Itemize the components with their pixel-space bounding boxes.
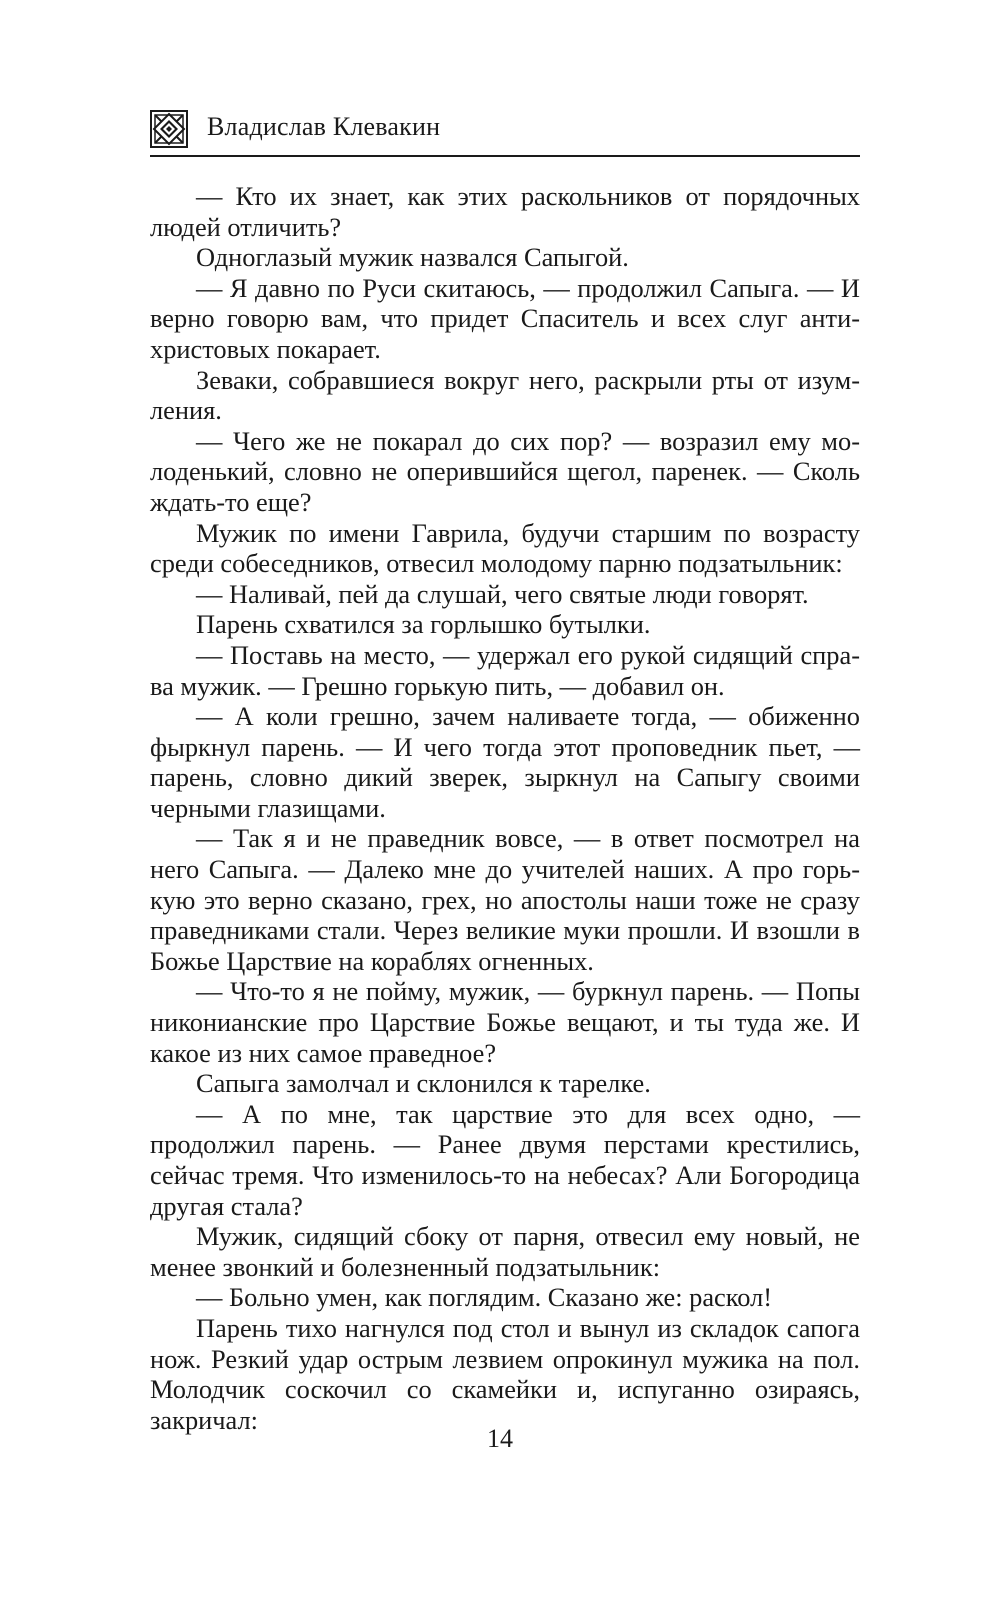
paragraph: Сапыга замолчал и склонился к тарелке. [196,1068,651,1099]
header-rule [150,155,860,157]
paragraph: Мужик, сидящий сбоку от парня, отвесил ему новый, не менее звонкий и болезненный подзатыльник: [150,1221,860,1282]
body-text [150,181,860,1435]
paragraph: — Чего же не покарал до сих пор? — возразил ему молоденький, словно не оперившийся щегол, паренек. — Сколь ждать-то еще? [150,425,860,517]
author-name: Владислав Клевакин [207,112,441,141]
page-number: 14 [487,1424,513,1453]
paragraph: — Я давно по Руси скитаюсь, — продолжил Сапыга. — И верно говорю вам, что придет Спаситель и всех слуг антихристовых покарает. [150,272,860,364]
paragraph: — Поставь на место, — удержал его рукой сидящий справа мужик. — Грешно горькую пить, — добавил он. [150,639,860,701]
paragraph: — Что-то я не пойму, мужик, — буркнул парень. — Попы никонианские про Царствие Божье вещают, и ты туда же. И какое из них самое праведное? [150,976,860,1068]
paragraph: — Кто их знает, как этих раскольников от порядочных людей отличить? [150,181,860,242]
paragraph: Одноглазый мужик назвался Сапыгой. [196,242,629,273]
paragraph: Парень тихо нагнулся под стол и вынул из складок сапога нож. Резкий удар острым лезвием опрокинул мужика на пол. Молодчик соскочил со скамейки и, испуганно озираясь, закричал: [150,1312,860,1435]
paragraph: Зеваки, собравшиеся вокруг него, раскрыли рты от изумления. [150,364,860,426]
running-header [150,104,860,156]
paragraph: Парень схватился за горлышко бутылки. [196,609,651,640]
paragraph: — А коли грешно, зачем наливаете тогда, — обиженно фыркнул парень. — И чего тогда этот проповедник пьет, — парень, словно дикий зверек, зыркнул на Сапыгу своими черными глазищами. [150,701,860,823]
knot-ornament-icon [150,110,188,148]
paragraph: Мужик по имени Гаврила, будучи старшим по возрасту среди собеседников, отвесил молодому парню подзатыльник: [150,517,860,579]
paragraph: — А по мне, так царствие это для всех одно, — продолжил парень. — Ранее двумя перстами крестились, сейчас тремя. Что изменилось-то на небесах? Али Богородица другая стала? [150,1098,860,1221]
paragraph: — Больно умен, как поглядим. Сказано же: раскол! [196,1282,773,1313]
paragraph: — Так я и не праведник вовсе, — в ответ посмотрел на него Сапыга. — Далеко мне до учителей наших. А про горькую это верно сказано, грех, но апостолы наши тоже не сразу праведниками стали. Через великие муки прошли. И взошли в Божье Царствие на кораблях огненных. [150,823,860,976]
paragraph: — Наливай, пей да слушай, чего святые люди говорят. [196,578,809,609]
